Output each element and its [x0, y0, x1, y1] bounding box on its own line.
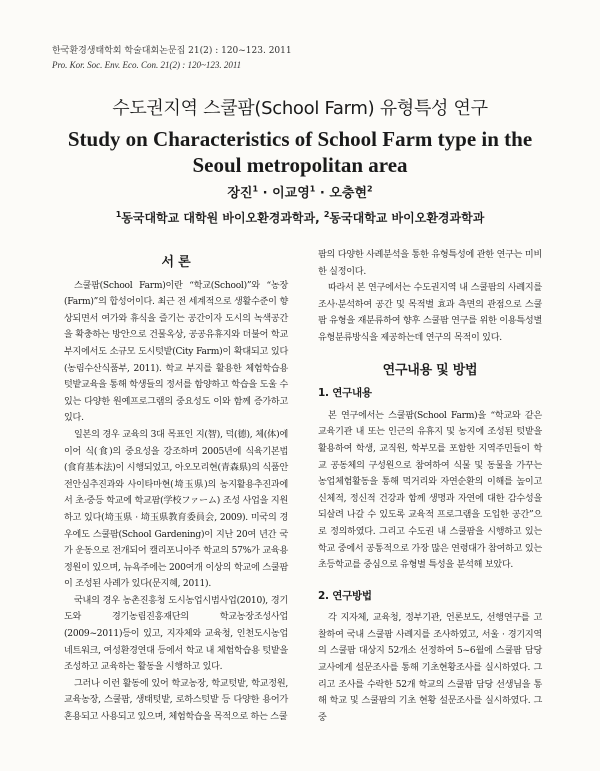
affiliation-mark: 2 — [323, 210, 330, 219]
section-heading-methods: 연구내용 및 방법 — [382, 362, 478, 378]
author-list — [0, 182, 600, 201]
paragraph-continued: 팜의 다양한 사례분석을 통한 유형특성에 관한 연구는 미비한 실정이다. — [318, 250, 542, 277]
author-name: 오충현 — [329, 186, 368, 201]
paragraph: 그러나 이런 활동에 있어 학교농장, 학교텃밭, 학교정원, 교육농장, 스쿨팜, 생태텃밭, 로하스텃밭 등 다양한 용어가 혼용되고 사용되고 있으며, 체험학습을 목적으로 하는 스쿨 — [64, 678, 288, 723]
left-column — [64, 255, 288, 726]
author-name: 장진 — [227, 186, 253, 201]
affiliation-list — [0, 209, 600, 226]
paragraph: 국내의 경우 농촌진흥청 도시농업시범사업(2010), 경기도와 경기농림진흥재단의 학교농장조성사업(2009~2011)등이 있고, 지자체와 교육청, 인천도시농업네트워크, 여성환경연대 등에서 학교 내 체험학습용 텃밭을 조성하고 교육하는 활동을 시행하고 있다. — [64, 595, 288, 673]
paragraph: 따라서 본 연구에서는 수도권지역 내 스쿨팜의 사례지를 조사·분석하여 공간 및 목적별 효과 측면의 관점으로 스쿨팜 유형을 재분류하여 향후 스쿨팜 연구를 위한 이용특성별 유형분류방식을 제공하는데 연구의 목적이 있다. — [318, 283, 542, 343]
subsection-heading: 1. 연구내용 — [318, 387, 372, 400]
author-separator: · — [258, 186, 273, 201]
section-heading-introduction: 서 론 — [161, 255, 191, 270]
paragraph: 일본의 경우 교육의 3대 목표인 지(智), 덕(德), 체(体)에 이어 식(食)의 중요성을 강조하며 2005년에 식육기본법(食育基本法)이 시행되었고, 아오모리현(青森県)의 식품안전안심추진과와 사이타마현(埼玉県)의 농지활용추진과에서 초·중등 학교에 학교팜(学校ファーム) 조성 사업을 지원하고 있다(埼玉県 · 埼玉県教育委員会, 2009). 미국의 경우에도 스쿨팜(School Gardening)이 지난 20여 년간 국가 운동으로 전개되어 캘리포니아주 학교의 57%가 교육용 정원이 있으며, 뉴욕주에는 200여개 이상의 학교에 스쿨팜이 조성된 사례가 있다(문지혜, 2011). — [64, 429, 288, 590]
author-affiliation-mark: 2 — [367, 184, 373, 194]
journal-citation-korean: 한국환경생태학회 학술대회논문집 21(2) : 120~123. 2011 — [52, 46, 292, 56]
paragraph: 본 연구에서는 스쿨팜(School Farm)을 “학교와 같은 교육기관 내 또는 인근의 유휴지 및 농지에 조성된 텃밭을 활용하여 학생, 교직원, 학부모를 포함한 지역주민들이 학교 공동체의 구성원으로 참여하여 식물 및 동물을 가꾸는 농업체험활동을 통해 먹거리와 자연순환의 이해를 높이고 신체적, 정신적 건강과 함께 생명과 자연에 대한 감수성을 되살려 나갈 수 있도록 교육적 프로그램을 도입한 공간”으로 정의하였다. 그리고 수도권 내 스쿨팜을 시행하고 있는 학교 중에서 공통적으로 가장 많은 연령대가 참여하고 있는 초등학교를 중심으로 유형별 특성을 분석해 보았다. — [318, 410, 542, 571]
author-affiliation-mark: 1 — [252, 184, 259, 194]
affiliation-text: 동국대학교 대학원 바이오환경과학과, — [121, 211, 324, 225]
subsection-heading: 2. 연구방법 — [318, 589, 372, 602]
journal-citation — [52, 44, 292, 72]
affiliation-text: 동국대학교 바이오환경과학과 — [329, 211, 485, 225]
author-affiliation-mark: 1 — [309, 184, 316, 194]
right-column — [318, 247, 542, 726]
journal-citation-english: Pro. Kor. Soc. Env. Eco. Con. 21(2) : 120~123. 2011 — [52, 60, 242, 70]
author-name: 이교영 — [272, 186, 310, 201]
title-korean: 수도권지역 스쿨팜(School Farm) 유형특성 연구 — [112, 98, 488, 119]
paragraph: 각 지자체, 교육청, 정부기관, 언론보도, 선행연구를 고찰하여 국내 스쿨팜 사례지를 조사하였고, 서울 · 경기지역의 스쿨팜 대상지 52개소 선정하여 5~6월에 스쿨팜 담당 교사에게 설문조사를 통해 기초현황조사를 실시하였다. 그리고 조사를 수락한 52개 학교의 스쿨팜 담당 선생님을 통해 학교 및 스쿨팜의 기초 현황 설문조사를 실시하였다. 그 중 — [318, 613, 542, 723]
affiliation-mark: 1 — [115, 210, 122, 219]
author-separator: · — [315, 186, 330, 201]
title-english: Study on Characteristics of School Farm type in the Seoul metropolitan area — [67, 127, 533, 177]
paragraph: 스쿨팜(School Farm)이란 “학교(School)”와 “농장(Farm)”의 합성어이다. 최근 전 세계적으로 생활수준이 향상되면서 여가와 휴식을 즐기는 공간이자 도시의 녹색공간을 확충하는 방안으로 건물옥상, 공공유휴지와 더불어 학교부지에서도 소규모 도시텃밭(City Farm)이 확대되고 있다(농림수산식품부, 2011). 학교 부지를 활용한 체험학습용 텃밭교육을 통해 학생들의 정서를 함양하고 학습을 도울 수 있는 다양한 원예프로그램의 중요성도 이와 함께 증가하고 있다. — [64, 280, 288, 424]
